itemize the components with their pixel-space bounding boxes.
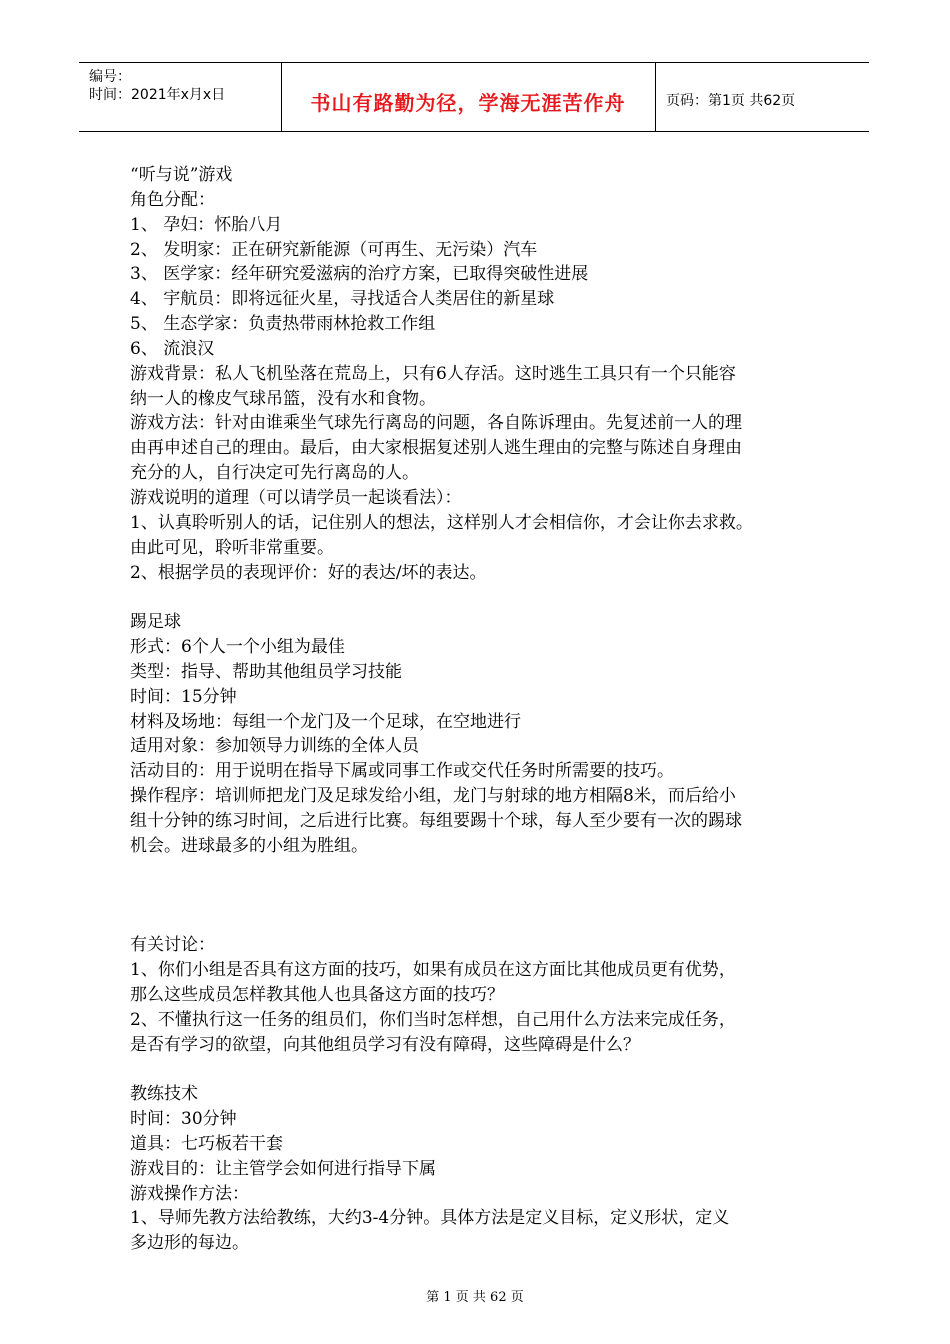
paragraph-line: 形式：6个人一个小组为最佳 (130, 637, 345, 658)
paragraph-line: 道具：七巧板若干套 (130, 1133, 283, 1154)
paragraph-line: 活动目的：用于说明在指导下属或同事工作或交代任务时所需要的技巧。 (130, 761, 674, 782)
list-item: 6、 流浪汉 (130, 338, 215, 359)
paragraph-line: 游戏背景：私人飞机坠落在荒岛上，只有6人存活。这时逃生工具只有一个只能容 (130, 363, 736, 384)
paragraph-line: 组十分钟的练习时间，之后进行比赛。每组要踢十个球，每人至少要有一次的踢球 (130, 810, 742, 831)
list-item: 2、 发明家：正在研究新能源（可再生、无污染）汽车 (130, 239, 538, 260)
document-number-label: 编号： (89, 69, 131, 85)
paragraph-line: 游戏说明的道理（可以请学员一起谈看法）： (130, 487, 462, 508)
paragraph-line: 操作程序：培训师把龙门及足球发给小组，龙门与射球的地方相隔8米，而后给小 (130, 786, 736, 807)
paragraph-line: 类型：指导、帮助其他组员学习技能 (130, 661, 402, 682)
paragraph-line: 充分的人，自行决定可先行离岛的人。 (130, 463, 419, 484)
paragraph-line: 由此可见，聆听非常重要。 (130, 537, 334, 558)
paragraph-line: 1、认真聆听别人的话，记住别人的想法，这样别人才会相信你，才会让你去求救。 (130, 512, 753, 533)
paragraph-line: 2、不懂执行这一任务的组员们，你们当时怎样想，自己用什么方法来完成任务， (130, 1009, 736, 1030)
paragraph-line: 适用对象：参加领导力训练的全体人员 (130, 736, 419, 757)
header-page-cell (656, 63, 869, 131)
paragraph-line: 由再申述自己的理由。最后，由大家根据复述别人逃生理由的完整与陈述自身理由 (130, 438, 742, 459)
paragraph-line: 纳一人的橡皮气球吊篮，没有水和食物。 (130, 388, 436, 409)
paragraph-line: 角色分配： (130, 189, 215, 210)
spacer (130, 1057, 840, 1082)
paragraph-line: 1、你们小组是否具有这方面的技巧，如果有成员在这方面比其他成员更有优势， (130, 960, 736, 981)
paragraph-line: 机会。进球最多的小组为胜组。 (130, 835, 368, 856)
paragraph-line: 2、根据学员的表现评价：好的表达/坏的表达。 (130, 562, 487, 583)
section-listen-speak (130, 163, 840, 585)
paragraph-line: 是否有学习的欲望，向其他组员学习有没有障碍，这些障碍是什么？ (130, 1034, 640, 1055)
list-item: 3、 医学家：经年研究爱滋病的治疗方案，已取得突破性进展 (130, 264, 589, 285)
document-time-label: 时间：2021年x月x日 (89, 87, 226, 103)
paragraph-line: 游戏操作方法： (130, 1183, 249, 1204)
header-page-info: 页码：第1页 共62页 (666, 93, 796, 109)
paragraph-line: 1、导师先教方法给教练，大约3-4分钟。具体方法是定义目标，定义形状，定义 (130, 1208, 730, 1229)
paragraph-line: 游戏方法：针对由谁乘坐气球先行离岛的问题，各自陈诉理由。先复述前一人的理 (130, 413, 742, 434)
header-motto: 书山有路勤为径，学海无涯苦作舟 (310, 91, 626, 115)
list-item: 5、 生态学家：负责热带雨林抢救工作组 (130, 314, 436, 335)
section-title: “听与说”游戏 (130, 165, 233, 185)
list-item: 4、 宇航员：即将远征火星，寻找适合人类居住的新星球 (130, 289, 555, 310)
paragraph-line: 时间：30分钟 (130, 1109, 237, 1130)
paragraph-line: 那么这些成员怎样教其他人也具备这方面的技巧？ (130, 984, 504, 1005)
section-discussion (130, 933, 840, 1057)
paragraph-line: 时间：15分钟 (130, 686, 237, 707)
section-football (130, 610, 840, 858)
paragraph-line: 游戏目的：让主管学会如何进行指导下属 (130, 1158, 436, 1179)
section-title: 有关讨论： (130, 935, 215, 956)
list-item: 1、 孕妇：怀胎八月 (130, 214, 283, 235)
section-title: 教练技术 (130, 1084, 198, 1105)
header-meta-cell (79, 63, 282, 131)
paragraph-line: 多边形的每边。 (130, 1233, 249, 1254)
section-title: 踢足球 (130, 612, 181, 633)
spacer (130, 859, 840, 934)
spacer (130, 585, 840, 610)
page-header (79, 62, 869, 132)
header-motto-cell (281, 63, 656, 131)
page-footer: 第 1 页 共 62 页 (426, 1290, 524, 1305)
paragraph-line: 材料及场地：每组一个龙门及一个足球，在空地进行 (130, 711, 521, 732)
document-body (130, 163, 840, 1256)
section-coaching (130, 1082, 840, 1256)
